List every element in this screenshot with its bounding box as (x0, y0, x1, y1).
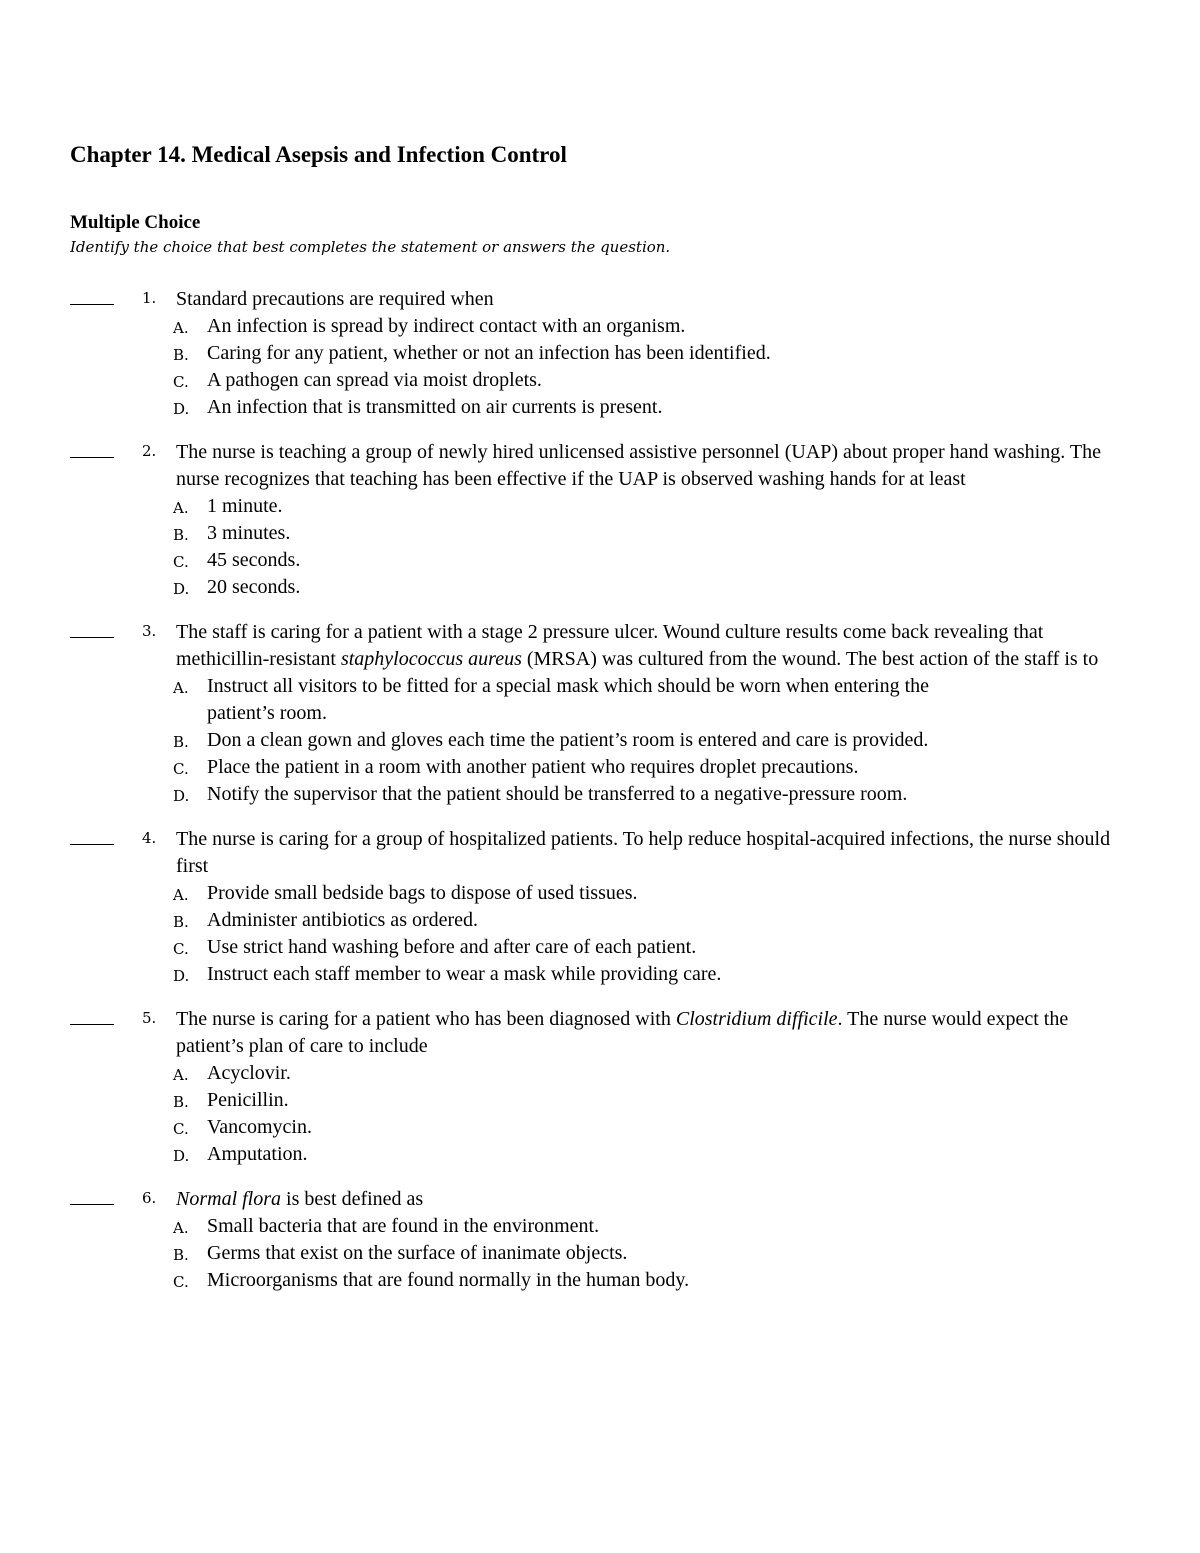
question-stem (176, 1186, 1136, 1213)
choice-letter: A. (173, 886, 189, 904)
stem-text: . The nurse would expect the patient’s plan of care to include (176, 1008, 1069, 1057)
choice-letter: B. (173, 1093, 189, 1111)
choice-text: Germs that exist on the surface of inanimate objects. (207, 1242, 628, 1264)
choice-a (173, 493, 1200, 520)
choice-text: Vancomycin. (207, 1116, 312, 1138)
choice-letter: B. (173, 1246, 189, 1264)
choice-text: 20 seconds. (207, 576, 301, 598)
choice-b (173, 520, 1200, 547)
choice-letter: D. (173, 400, 190, 418)
choice-letter: C. (173, 1273, 189, 1291)
question-2 (0, 439, 1200, 601)
answer-blank[interactable] (70, 637, 114, 638)
question-6 (0, 1186, 1200, 1294)
choice-b (173, 727, 987, 754)
choice-letter: C. (173, 553, 189, 571)
choice-letter: A. (173, 499, 189, 517)
choice-letter: C. (173, 1120, 189, 1138)
choice-text: 45 seconds. (207, 549, 301, 571)
question-stem: Standard precautions are required when (176, 288, 494, 310)
choice-d (173, 574, 1200, 601)
question-number: 6. (142, 1189, 157, 1207)
answer-blank[interactable] (70, 304, 114, 305)
choice-letter: A. (173, 679, 189, 697)
answer-blank[interactable] (70, 1024, 114, 1025)
choice-c (173, 754, 1200, 781)
question-stem (176, 1006, 1136, 1060)
choice-letter: A. (173, 1219, 189, 1237)
choice-text: Notify the supervisor that the patient should be transferred to a negative-pressure room. (207, 783, 908, 805)
choice-c (173, 367, 1200, 394)
question-number: 3. (142, 622, 157, 640)
chapter-title: Chapter 14. Medical Asepsis and Infection Control (70, 142, 567, 167)
term: Normal flora (176, 1188, 282, 1210)
choice-a (173, 673, 987, 727)
answer-blank[interactable] (70, 1204, 114, 1205)
choice-text: Instruct all visitors to be fitted for a special mask which should be worn when entering the patient’s room. (207, 675, 930, 724)
question-stem (176, 619, 1136, 673)
organism-name: Clostridium difficile (675, 1008, 838, 1030)
choice-d (173, 394, 1200, 421)
choice-b (173, 907, 1200, 934)
choice-text: Penicillin. (207, 1089, 289, 1111)
choice-letter: C. (173, 940, 189, 958)
choice-text: An infection that is transmitted on air currents is present. (207, 396, 663, 418)
stem-text: The staff is caring for a patient with a stage 2 pressure ulcer. Wound culture results come back revealing that methicillin-resistant (176, 621, 1044, 670)
question-number: 5. (142, 1009, 157, 1027)
choice-d (173, 1141, 1200, 1168)
choice-text: Provide small bedside bags to dispose of used tissues. (207, 882, 638, 904)
choice-c (173, 547, 1200, 574)
question-5 (0, 1006, 1200, 1168)
stem-text: The nurse is caring for a patient who has been diagnosed with (176, 1008, 676, 1030)
choice-letter: D. (173, 1147, 190, 1165)
question-3 (0, 619, 1200, 808)
section-title: Multiple Choice (70, 212, 201, 233)
question-stem: The nurse is teaching a group of newly hired unlicensed assistive personnel (UAP) about proper hand washing. The nurse recognizes that teaching has been effective if the UAP is observed washing hands for at least (176, 441, 1101, 490)
choice-b (173, 340, 1200, 367)
choice-text: An infection is spread by indirect contact with an organism. (207, 315, 686, 337)
choice-letter: B. (173, 526, 189, 544)
choice-text: 1 minute. (207, 495, 283, 517)
choice-a (173, 1060, 1200, 1087)
choice-d (173, 961, 1200, 988)
choice-b (173, 1240, 1200, 1267)
choice-letter: D. (173, 967, 190, 985)
choice-c (173, 934, 1200, 961)
choice-text: Use strict hand washing before and after care of each patient. (207, 936, 697, 958)
choice-letter: C. (173, 760, 189, 778)
choice-text: Don a clean gown and gloves each time the patient’s room is entered and care is provided. (207, 729, 929, 751)
choice-text: Acyclovir. (207, 1062, 291, 1084)
choice-text: Administer antibiotics as ordered. (207, 909, 479, 931)
question-stem: The nurse is caring for a group of hospitalized patients. To help reduce hospital-acquired infections, the nurse should first (176, 828, 1111, 877)
choice-a (173, 880, 1200, 907)
question-number: 1. (142, 289, 157, 307)
choice-text: A pathogen can spread via moist droplets. (207, 369, 542, 391)
choice-letter: D. (173, 787, 190, 805)
choice-text: Caring for any patient, whether or not an infection has been identified. (207, 342, 771, 364)
choice-text: Place the patient in a room with another patient who requires droplet precautions. (207, 756, 859, 778)
choice-letter: B. (173, 913, 189, 931)
choice-b (173, 1087, 1200, 1114)
choice-text: Amputation. (207, 1143, 308, 1165)
choice-text: 3 minutes. (207, 522, 291, 544)
choice-letter: D. (173, 580, 190, 598)
choice-letter: A. (173, 319, 189, 337)
question-list (0, 286, 1200, 1312)
instructions: Identify the choice that best completes the statement or answers the question. (70, 238, 671, 256)
question-number: 4. (142, 829, 157, 847)
stem-text: is best defined as (281, 1188, 424, 1210)
choice-text: Instruct each staff member to wear a mask while providing care. (207, 963, 722, 985)
question-1 (0, 286, 1200, 421)
answer-blank[interactable] (70, 457, 114, 458)
question-number: 2. (142, 442, 157, 460)
choice-a (173, 313, 1200, 340)
choice-letter: C. (173, 373, 189, 391)
choice-c (173, 1114, 1200, 1141)
choice-c (173, 1267, 1200, 1294)
answer-blank[interactable] (70, 844, 114, 845)
choice-text: Small bacteria that are found in the environment. (207, 1215, 600, 1237)
stem-text: (MRSA) was cultured from the wound. The best action of the staff is to (521, 648, 1099, 670)
choice-d (173, 781, 987, 808)
choice-a (173, 1213, 1200, 1240)
choice-text: Microorganisms that are found normally in the human body. (207, 1269, 690, 1291)
question-4 (0, 826, 1200, 988)
choice-letter: B. (173, 346, 189, 364)
choice-letter: A. (173, 1066, 189, 1084)
organism-name: staphylococcus aureus (340, 648, 522, 670)
choice-letter: B. (173, 733, 189, 751)
